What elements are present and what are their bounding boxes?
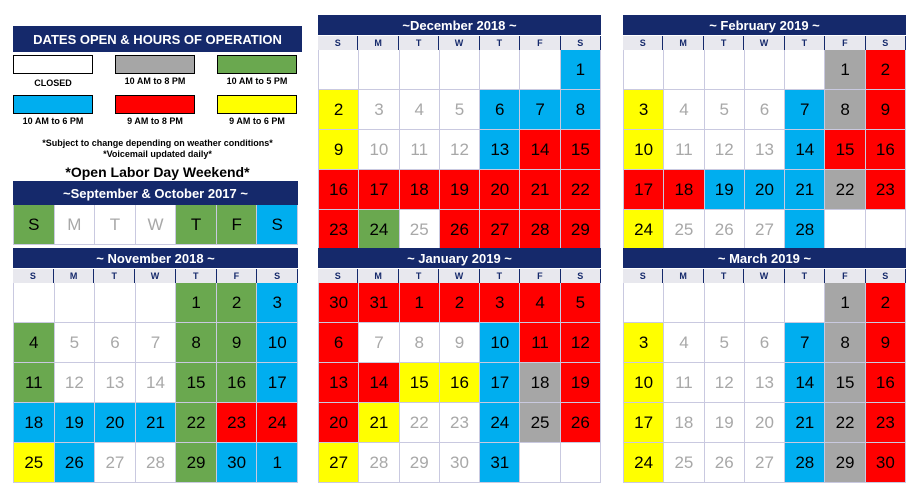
day-cell-closed: 27 (745, 443, 785, 483)
weekday-label: T (399, 36, 439, 50)
weekday-label: T (480, 269, 520, 283)
day-cell-9am-8pm: 31 (359, 283, 399, 323)
day-cell-10am-6pm: 10 (480, 323, 520, 363)
weekday-label: S (866, 269, 906, 283)
day-cell-10am-6pm: 17 (480, 363, 520, 403)
day-cell-10am-6pm: 24 (480, 403, 520, 443)
weekday-label: S (866, 36, 906, 50)
day-cell-9am-8pm: 28 (520, 210, 560, 250)
day-cell-empty (866, 210, 906, 250)
day-cell-10am-6pm: 17 (257, 363, 298, 403)
calendar-nov-2018 (13, 248, 298, 483)
day-cell-empty (14, 283, 55, 323)
legend-label-9-8: 9 AM to 8 PM (127, 116, 183, 126)
day-cell-9am-8pm: 23 (866, 403, 906, 443)
day-cell-closed: 13 (745, 363, 785, 403)
legend-swatch-10-8 (115, 55, 195, 74)
day-cell-9am-6pm: 2 (319, 90, 359, 130)
day-cell-10am-8pm: 1 (825, 50, 865, 90)
weekday-header (13, 268, 298, 283)
day-cell-9am-8pm: 2 (866, 283, 906, 323)
calendar-title: ~ March 2019 ~ (623, 248, 906, 268)
calendar-days (13, 205, 298, 245)
calendar-title: ~ November 2018 ~ (13, 248, 298, 268)
day-cell-empty (400, 50, 440, 90)
day-cell-10am-6pm: 30 (217, 443, 258, 483)
day-cell-10am-6pm: 13 (480, 130, 520, 170)
day-cell-9am-6pm: 21 (359, 403, 399, 443)
weekday-label: S (318, 36, 358, 50)
day-cell-9am-8pm: 18 (664, 170, 704, 210)
day-cell-closed: 30 (440, 443, 480, 483)
day-cell-10am-5pm: 29 (176, 443, 217, 483)
day-cell-closed: 29 (400, 443, 440, 483)
day-cell-10am-6pm: 8 (561, 90, 601, 130)
day-cell-closed: 13 (745, 130, 785, 170)
day-cell-closed: 27 (95, 443, 136, 483)
calendar-days (318, 283, 601, 483)
day-cell-9am-6pm: 15 (400, 363, 440, 403)
day-cell-closed: 12 (440, 130, 480, 170)
day-cell-9am-8pm: 17 (359, 170, 399, 210)
day-cell-10am-6pm: 6 (480, 90, 520, 130)
day-cell-9am-8pm: 22 (561, 170, 601, 210)
day-cell-10am-8pm: 18 (520, 363, 560, 403)
weekday-label: S (561, 36, 601, 50)
day-cell-10am-6pm: 14 (785, 130, 825, 170)
day-cell-empty (745, 283, 785, 323)
calendar-days (623, 50, 906, 250)
weekday-header (318, 268, 601, 283)
weekday-label: F (217, 269, 258, 283)
day-cell-closed: 25 (400, 210, 440, 250)
day-cell-empty (561, 443, 601, 483)
day-cell-10am-6pm: 20 (95, 403, 136, 443)
weekday-label: S (257, 269, 298, 283)
weekday-label: F (520, 36, 560, 50)
day-cell-empty (520, 443, 560, 483)
day-cell-closed: 10 (359, 130, 399, 170)
day-cell-9am-8pm: 14 (520, 130, 560, 170)
day-cell-9am-8pm: 19 (440, 170, 480, 210)
day-cell-9am-8pm: 16 (319, 170, 359, 210)
day-cell-empty (664, 283, 704, 323)
weekday-label: T (176, 269, 217, 283)
weekday-label: T (94, 269, 135, 283)
weekday-label: S (623, 36, 663, 50)
day-cell-9am-8pm: 17 (624, 170, 664, 210)
day-cell-9am-8pm: 11 (520, 323, 560, 363)
day-cell-closed: 12 (705, 363, 745, 403)
day-cell-9am-6pm: 25 (14, 443, 55, 483)
day-cell-10am-6pm: 1 (561, 50, 601, 90)
weekday-label: M (358, 269, 398, 283)
labor-day-note: *Open Labor Day Weekend* (65, 164, 250, 180)
day-cell-closed: 11 (400, 130, 440, 170)
weekday-label: T (785, 36, 825, 50)
voicemail-note: *Voicemail updated daily* (103, 149, 212, 159)
day-cell-9am-8pm: 13 (319, 363, 359, 403)
day-cell-empty (624, 50, 664, 90)
calendar-sep-oct-2017 (13, 181, 298, 245)
weekday-label: T (480, 36, 520, 50)
day-cell-9am-6pm: 16 (440, 363, 480, 403)
day-cell-empty (785, 283, 825, 323)
legend-label-closed: CLOSED (34, 78, 72, 88)
day-cell-closed: 4 (400, 90, 440, 130)
day-cell-10am-5pm: T (176, 205, 217, 245)
weekday-label: T (785, 269, 825, 283)
day-cell-closed: M (55, 205, 96, 245)
day-cell-closed: T (95, 205, 136, 245)
day-cell-10am-5pm: 4 (14, 323, 55, 363)
day-cell-10am-6pm: 28 (785, 210, 825, 250)
day-cell-9am-6pm: 10 (624, 363, 664, 403)
day-cell-closed: 11 (664, 363, 704, 403)
day-cell-10am-6pm: 7 (520, 90, 560, 130)
day-cell-10am-5pm: 8 (176, 323, 217, 363)
calendar-dec-2018 (318, 15, 601, 250)
weekday-label: S (318, 269, 358, 283)
day-cell-empty (440, 50, 480, 90)
day-cell-9am-6pm: 24 (624, 443, 664, 483)
day-cell-closed: 4 (664, 90, 704, 130)
day-cell-9am-8pm: 26 (561, 403, 601, 443)
calendar-title: ~December 2018 ~ (318, 15, 601, 35)
day-cell-9am-6pm: 17 (624, 403, 664, 443)
day-cell-10am-6pm: 28 (785, 443, 825, 483)
legend-swatch-9-8 (115, 95, 195, 114)
day-cell-closed: 4 (664, 323, 704, 363)
weekday-label: F (825, 36, 865, 50)
day-cell-empty (95, 283, 136, 323)
day-cell-empty (785, 50, 825, 90)
day-cell-9am-8pm: 27 (480, 210, 520, 250)
day-cell-9am-8pm: 23 (319, 210, 359, 250)
day-cell-9am-8pm: 12 (561, 323, 601, 363)
legend-title: DATES OPEN & HOURS OF OPERATION (13, 26, 302, 52)
day-cell-closed: 28 (359, 443, 399, 483)
day-cell-closed: 12 (705, 130, 745, 170)
day-cell-9am-8pm: 5 (561, 283, 601, 323)
day-cell-closed: 18 (664, 403, 704, 443)
day-cell-empty (136, 283, 177, 323)
day-cell-10am-6pm: 18 (14, 403, 55, 443)
day-cell-9am-6pm: 3 (624, 90, 664, 130)
day-cell-10am-8pm: 29 (825, 443, 865, 483)
day-cell-closed: 5 (705, 323, 745, 363)
weekday-label: S (561, 269, 601, 283)
day-cell-9am-8pm: 9 (866, 90, 906, 130)
calendar-days (318, 50, 601, 250)
day-cell-9am-8pm: 30 (866, 443, 906, 483)
weekday-label: S (13, 269, 54, 283)
weekday-label: F (825, 269, 865, 283)
weather-note: *Subject to change depending on weather conditions* (42, 138, 273, 148)
day-cell-9am-8pm: 2 (866, 50, 906, 90)
day-cell-closed: 5 (440, 90, 480, 130)
day-cell-empty (705, 50, 745, 90)
day-cell-10am-6pm: 1 (257, 443, 298, 483)
day-cell-closed: 5 (55, 323, 96, 363)
weekday-header (623, 268, 906, 283)
day-cell-10am-6pm: 7 (785, 90, 825, 130)
day-cell-empty (55, 283, 96, 323)
day-cell-closed: 22 (400, 403, 440, 443)
weekday-label: M (663, 269, 703, 283)
day-cell-9am-8pm: 21 (520, 170, 560, 210)
weekday-label: T (399, 269, 439, 283)
day-cell-10am-6pm: 10 (257, 323, 298, 363)
day-cell-empty (319, 50, 359, 90)
day-cell-empty (745, 50, 785, 90)
day-cell-9am-8pm: 29 (561, 210, 601, 250)
calendar-feb-2019 (623, 15, 906, 250)
legend-swatch-10-5 (217, 55, 297, 74)
day-cell-empty (705, 283, 745, 323)
day-cell-9am-8pm: 20 (480, 170, 520, 210)
day-cell-closed: 13 (95, 363, 136, 403)
day-cell-9am-8pm: 18 (400, 170, 440, 210)
weekday-header (623, 35, 906, 50)
day-cell-closed: 9 (440, 323, 480, 363)
day-cell-closed: 23 (440, 403, 480, 443)
day-cell-9am-8pm: 24 (257, 403, 298, 443)
weekday-label: W (439, 36, 479, 50)
day-cell-9am-6pm: 24 (624, 210, 664, 250)
weekday-label: T (704, 269, 744, 283)
legend-label-10-6: 10 AM to 6 PM (22, 116, 84, 126)
day-cell-closed: 20 (745, 403, 785, 443)
day-cell-10am-5pm: 16 (217, 363, 258, 403)
weekday-label: W (744, 36, 784, 50)
day-cell-9am-6pm: 3 (624, 323, 664, 363)
day-cell-10am-6pm: 20 (745, 170, 785, 210)
day-cell-closed: 19 (705, 403, 745, 443)
day-cell-empty (825, 210, 865, 250)
weekday-label: M (663, 36, 703, 50)
day-cell-closed: 27 (745, 210, 785, 250)
weekday-label: W (439, 269, 479, 283)
day-cell-closed: 8 (400, 323, 440, 363)
day-cell-empty (664, 50, 704, 90)
day-cell-10am-8pm: 22 (825, 403, 865, 443)
calendar-title: ~September & October 2017 ~ (13, 181, 298, 205)
legend-swatch-closed (13, 55, 93, 74)
day-cell-10am-6pm: 3 (257, 283, 298, 323)
day-cell-closed: 7 (136, 323, 177, 363)
day-cell-closed: 5 (705, 90, 745, 130)
day-cell-10am-8pm: 22 (825, 170, 865, 210)
weekday-label: T (704, 36, 744, 50)
day-cell-10am-5pm: 9 (217, 323, 258, 363)
day-cell-10am-6pm: 21 (136, 403, 177, 443)
calendar-days (623, 283, 906, 483)
day-cell-9am-8pm: 16 (866, 363, 906, 403)
day-cell-10am-6pm: 31 (480, 443, 520, 483)
day-cell-closed: 3 (359, 90, 399, 130)
day-cell-10am-6pm: 26 (55, 443, 96, 483)
day-cell-10am-8pm: 15 (825, 363, 865, 403)
day-cell-empty (359, 50, 399, 90)
day-cell-empty (480, 50, 520, 90)
legend-swatch-9-6 (217, 95, 297, 114)
day-cell-9am-8pm: 4 (520, 283, 560, 323)
day-cell-10am-6pm: 21 (785, 403, 825, 443)
day-cell-closed: 7 (359, 323, 399, 363)
weekday-label: W (135, 269, 176, 283)
legend-label-10-8: 10 AM to 8 PM (124, 76, 186, 86)
day-cell-9am-8pm: 9 (866, 323, 906, 363)
day-cell-9am-8pm: 23 (866, 170, 906, 210)
day-cell-closed: 6 (95, 323, 136, 363)
day-cell-closed: W (136, 205, 177, 245)
day-cell-10am-5pm: 2 (217, 283, 258, 323)
day-cell-9am-8pm: 23 (217, 403, 258, 443)
weekday-label: S (623, 269, 663, 283)
legend-swatch-10-6 (13, 95, 93, 114)
day-cell-10am-5pm: 24 (359, 210, 399, 250)
day-cell-9am-8pm: 30 (319, 283, 359, 323)
day-cell-10am-6pm: S (257, 205, 298, 245)
day-cell-10am-5pm: F (217, 205, 258, 245)
day-cell-9am-8pm: 3 (480, 283, 520, 323)
day-cell-10am-8pm: 25 (520, 403, 560, 443)
day-cell-closed: 26 (705, 210, 745, 250)
legend-label-9-6: 9 AM to 6 PM (229, 116, 285, 126)
day-cell-9am-8pm: 2 (440, 283, 480, 323)
weekday-header (318, 35, 601, 50)
calendar-title: ~ February 2019 ~ (623, 15, 906, 35)
day-cell-9am-8pm: 6 (319, 323, 359, 363)
day-cell-10am-5pm: S (14, 205, 55, 245)
day-cell-10am-5pm: 11 (14, 363, 55, 403)
day-cell-9am-8pm: 19 (561, 363, 601, 403)
day-cell-closed: 28 (136, 443, 177, 483)
weekday-label: F (520, 269, 560, 283)
day-cell-10am-8pm: 1 (825, 283, 865, 323)
day-cell-10am-8pm: 8 (825, 90, 865, 130)
day-cell-10am-6pm: 19 (55, 403, 96, 443)
day-cell-10am-6pm: 19 (705, 170, 745, 210)
day-cell-10am-6pm: 7 (785, 323, 825, 363)
day-cell-closed: 6 (745, 90, 785, 130)
day-cell-closed: 25 (664, 443, 704, 483)
calendar-title: ~ January 2019 ~ (318, 248, 601, 268)
day-cell-9am-8pm: 15 (825, 130, 865, 170)
day-cell-empty (624, 283, 664, 323)
calendar-mar-2019 (623, 248, 906, 483)
day-cell-9am-8pm: 1 (400, 283, 440, 323)
weekday-label: W (744, 269, 784, 283)
weekday-label: M (54, 269, 95, 283)
day-cell-closed: 14 (136, 363, 177, 403)
day-cell-10am-6pm: 21 (785, 170, 825, 210)
calendar-days (13, 283, 298, 483)
day-cell-9am-8pm: 14 (359, 363, 399, 403)
day-cell-10am-5pm: 1 (176, 283, 217, 323)
legend-label-10-5: 10 AM to 5 PM (226, 76, 288, 86)
day-cell-empty (520, 50, 560, 90)
day-cell-10am-6pm: 14 (785, 363, 825, 403)
day-cell-9am-8pm: 15 (561, 130, 601, 170)
day-cell-10am-8pm: 8 (825, 323, 865, 363)
day-cell-10am-5pm: 22 (176, 403, 217, 443)
day-cell-9am-6pm: 27 (319, 443, 359, 483)
day-cell-closed: 6 (745, 323, 785, 363)
calendar-jan-2019 (318, 248, 601, 483)
day-cell-closed: 12 (55, 363, 96, 403)
day-cell-9am-6pm: 10 (624, 130, 664, 170)
day-cell-9am-8pm: 20 (319, 403, 359, 443)
day-cell-closed: 25 (664, 210, 704, 250)
day-cell-closed: 26 (705, 443, 745, 483)
day-cell-9am-8pm: 16 (866, 130, 906, 170)
day-cell-10am-5pm: 15 (176, 363, 217, 403)
weekday-label: M (358, 36, 398, 50)
day-cell-9am-6pm: 9 (319, 130, 359, 170)
day-cell-9am-8pm: 26 (440, 210, 480, 250)
day-cell-closed: 11 (664, 130, 704, 170)
